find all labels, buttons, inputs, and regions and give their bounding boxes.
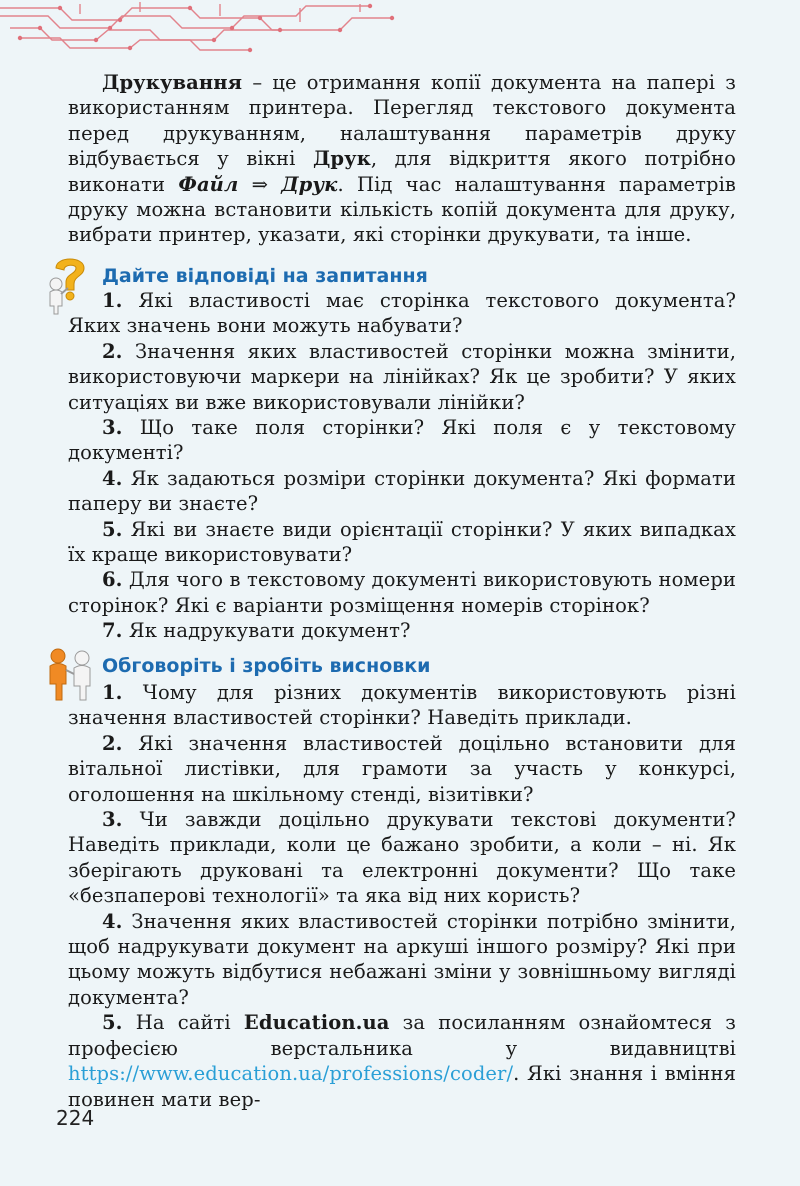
page-number: 224 [56, 1106, 95, 1130]
intro-paragraph [68, 70, 736, 248]
question-text: Чому для різних документів використовують різні значення властивостей сторінки? Наведіть приклади. [68, 681, 736, 730]
circuit-decoration [0, 0, 400, 60]
menu-file: Файл [178, 172, 239, 196]
discussion-item [68, 731, 736, 807]
question-item [68, 567, 736, 618]
question-number: 1. [102, 681, 123, 704]
question-number: 4. [102, 466, 123, 490]
q5-after: . Які знання і вміння повинен мати вер- [68, 1062, 736, 1111]
discussion-item [68, 1010, 736, 1112]
question-text: Для чого в текстовому документі використовують номери сторінок? Які є варіанти розміщення номерів сторінок? [68, 568, 736, 617]
section-heading-questions: Дайте відповіді на запитання [102, 265, 428, 287]
question-number: 1. [102, 289, 123, 312]
question-text: Значення яких властивостей сторінки потрібно змінити, щоб надрукувати документ на аркуші іншого розміру? Які при цьому можуть відбутися небажані зміни у зовнішньому вигляді документа? [68, 909, 736, 1009]
question-text: Що таке поля сторінки? Які поля є у текстовому документі? [68, 416, 736, 465]
question-text: Які значення властивостей доцільно встановити для вітальної листівки, для грамоти за участь у конкурсі, оголошення на шкільному стенді, візитівки? [68, 731, 736, 806]
question-item [68, 339, 736, 415]
question-number: 7. [102, 619, 123, 643]
question-item [68, 466, 736, 517]
question-number: 5. [102, 1011, 123, 1035]
question-text: Значення яких властивостей сторінки можна змінити, використовуючи маркери на лінійках? Як це зробити? У яких ситуаціях ви вже використовували лінійки? [68, 339, 736, 414]
question-number: 3. [102, 808, 123, 832]
intro-part1: – це отримання копії документа на папері з використанням принтера. Перегляд текстового документа перед друкуванням, налаштування параметрів друку відбувається у вікні [68, 71, 736, 171]
question-text: Які ви знаєте види орієнтації сторінки? У яких випадках їх краще використовувати? [68, 517, 736, 567]
q5-middle: за посиланням ознайомтеся з професією верстальника у видавництві [68, 1011, 737, 1060]
question-number: 2. [102, 731, 123, 755]
questions-list [68, 288, 736, 644]
intro-term: Друкування [102, 71, 243, 94]
question-number: 6. [102, 568, 123, 592]
site-name: Education.ua [243, 1011, 390, 1035]
discussion-item [68, 807, 736, 909]
question-text: Як надрукувати документ? [122, 619, 411, 643]
question-number: 2. [102, 339, 123, 363]
question-item [68, 288, 736, 339]
question-number: 5. [102, 517, 123, 541]
intro-text [68, 70, 736, 248]
question-item [68, 618, 736, 643]
discussion-list [68, 680, 736, 1112]
menu-arrow: ⇒ [238, 172, 282, 196]
education-link[interactable]: https://www.education.ua/professions/coder/ [68, 1062, 514, 1086]
question-number: 4. [102, 909, 123, 933]
question-item [68, 415, 736, 466]
question-text: Як задаються розміри сторінки документа? Які формати паперу ви знаєте? [68, 466, 736, 516]
section-heading-discussion: Обговоріть і зробіть висновки [102, 655, 431, 677]
intro-part2: , для відкриття якого потрібно виконати [68, 147, 736, 196]
q5-before: На сайті [122, 1011, 244, 1035]
discussion-item [68, 909, 736, 1011]
question-item [68, 517, 736, 568]
question-number: 3. [102, 416, 123, 440]
menu-print: Друк [281, 172, 338, 196]
question-text: Чи завжди доцільно друкувати текстові документи? Наведіть приклади, коли це бажано зробити, а коли – ні. Як зберігають друковані та електронні документи? Що таке «безпаперові технології» та яка від них користь? [68, 808, 736, 908]
intro-window-name: Друк [312, 147, 371, 171]
question-text: Які властивості має сторінка текстового документа? Яких значень вони можуть набувати? [68, 289, 736, 338]
intro-part3: . Під час налаштування параметрів друку можна встановити кількість копій документа для друку, вибрати принтер, указати, які сторінки друкувати, та інше. [68, 172, 736, 247]
discussion-item [68, 680, 736, 731]
